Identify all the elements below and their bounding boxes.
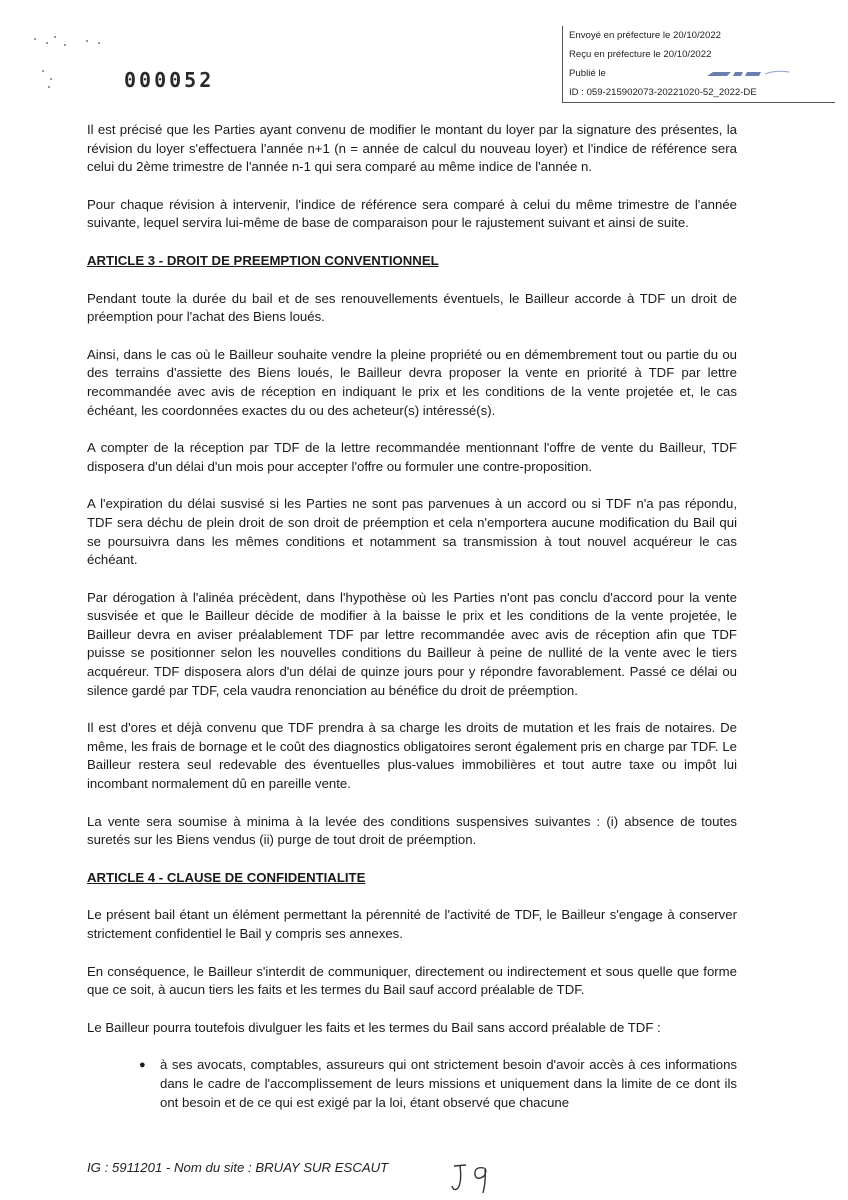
article-3-paragraph-6: Il est d'ores et déjà convenu que TDF prendra à sa charge les droits de mutation et les frais de notaires. De même, les frais de bornage et le coût des diagnostics obligatoires seront également pris en charge par TDF. Le Bailleur restera seul redevable des éventuelles plus-values immobilières et tout autre taxe ou impôt lui incombant normalement dû en pareille vente. bbox=[87, 720, 737, 792]
stamp-published bbox=[563, 64, 835, 83]
paragraph-index-comparison: Pour chaque révision à intervenir, l'indice de référence sera comparé à celui du même trimestre de l'année suivante, lequel servira lui-même de base de comparaison pour le rajustement suivant et ainsi de suite. bbox=[87, 196, 737, 231]
article-3-paragraph-5: Par dérogation à l'alinéa précèdent, dans l'hypothèse où les Parties n'ont pas conclu d'accord pour la vente susvisée et que le Bailleur décide de modifier à la baisse le prix et les conditions de la vente projetée, le Bailleur devra en aviser préalablement TDF par lettre recommandée avec avis de réception afin que TDF puisse se positionner selon les nouvelles conditions du Bailleur à peine de nullité de la vente avec le tiers acquéreur. TDF disposera alors d'un délai de quinze jours pour y répondre favorablement. Passé ce délai ou silence gardé par TDF, cela vaudra renonciation au bénéfice du droit de préemption. bbox=[87, 589, 737, 698]
paragraph-rent-revision: Il est précisé que les Parties ayant convenu de modifier le montant du loyer par la signature des présentes, la révision du loyer s'effectuera l'année n+1 (n = année de calcul du nouveau loyer) et l'indice de référence sera celui du 2ème trimestre de l'année n-1 qui sera comparé au même indice de l'année n. bbox=[87, 122, 737, 175]
slo-logo bbox=[705, 68, 791, 80]
article-3-paragraph-3: A compter de la réception par TDF de la lettre recommandée mentionnant l'offre de vente du Bailleur, TDF disposera d'un délai d'un mois pour accepter l'offre ou formuler une contre-proposition. bbox=[87, 440, 737, 474]
document-number: 000052 bbox=[124, 68, 215, 92]
article-4-paragraph-3: Le Bailleur pourra toutefois divulguer les faits et les termes du Bail sans accord préalable de TDF : bbox=[87, 1019, 661, 1035]
article-4-paragraph-2: En conséquence, le Bailleur s'interdit de communiquer, directement ou indirectement et sous quelle que forme que ce soit, à aucun tiers les faits et les termes du Bail sauf accord préalable de TDF. bbox=[87, 963, 737, 998]
stamp-published-label: Publié le bbox=[569, 68, 606, 79]
document-body bbox=[87, 121, 737, 1112]
prefecture-stamp bbox=[562, 26, 835, 103]
disclosure-list bbox=[87, 1056, 737, 1112]
list-item-text: à ses avocats, comptables, assureurs qui ont strictement besoin d'avoir accès à ces informations dans le cadre de l'accomplissement de leurs missions et uniquement dans la limite de ce dont ils ont besoin et de ce qui est exigé par la loi, étant observé que chacune bbox=[160, 1057, 737, 1110]
article-3-paragraph-2: Ainsi, dans le cas où le Bailleur souhaite vendre la pleine propriété ou en démembrement tout ou partie du ou des terrains d'assiette des Biens loués, le Bailleur devra proposer la vente en priorité à TDF par lettre recommandée avec avis de réception en indiquant le prix et les conditions de la vente projetée et, le cas échéant, les coordonnées exactes du ou des acheteur(s) intéressé(s). bbox=[87, 346, 737, 418]
article-3-title: ARTICLE 3 - DROIT DE PREEMPTION CONVENTIONNEL bbox=[87, 252, 439, 268]
scan-specks bbox=[28, 26, 118, 96]
article-4-title: ARTICLE 4 - CLAUSE DE CONFIDENTIALITE bbox=[87, 869, 366, 885]
footer-site-info: IG : 5911201 - Nom du site : BRUAY SUR ESCAUT bbox=[87, 1160, 389, 1175]
stamp-id: ID : 059-215902073-20221020-52_2022-DE bbox=[569, 87, 757, 98]
list-item bbox=[87, 1056, 737, 1112]
bullet-icon: ● bbox=[139, 1059, 146, 1072]
article-3-paragraph-7: La vente sera soumise à minima à la levée des conditions suspensives suivantes : (i) absence de toutes suretés sur les Biens vendus (ii) purge de tout droit de préemption. bbox=[87, 813, 737, 848]
stamp-sent: Envoyé en préfecture le 20/10/2022 bbox=[569, 30, 722, 41]
handwritten-initials bbox=[450, 1160, 494, 1196]
stamp-received: Reçu en préfecture le 20/10/2022 bbox=[569, 49, 712, 60]
article-3-paragraph-4: A l'expiration du délai susvisé si les Parties ne sont pas parvenues à un accord ou si TDF n'a pas répondu, TDF sera déchu de plein droit de son droit de préemption et cela n'emportera aucune modification du Bail qui se poursuivra dans les mêmes conditions et notamment sa transmission à tout nouvel acquéreur le cas échéant. bbox=[87, 496, 737, 568]
article-3-paragraph-1: Pendant toute la durée du bail et de ses renouvellements éventuels, le Bailleur accorde à TDF un droit de préemption pour l'achat des Biens loués. bbox=[87, 290, 737, 325]
article-4-paragraph-1: Le présent bail étant un élément permettant la pérennité de l'activité de TDF, le Bailleur s'engage à conserver strictement confidentiel le Bail y compris ses annexes. bbox=[87, 907, 737, 941]
